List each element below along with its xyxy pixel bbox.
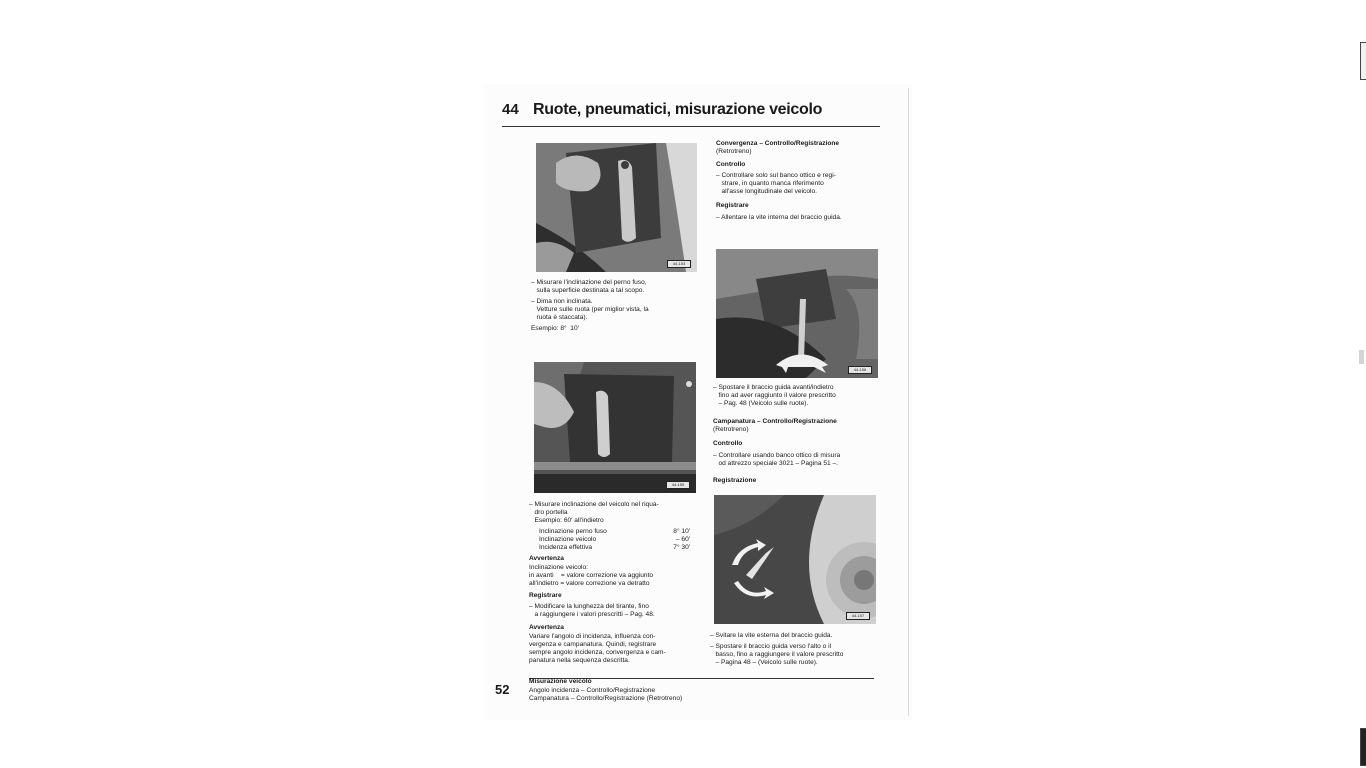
photo-outer-screw-illustration [714, 495, 876, 624]
fig4-caption-2: – Spostare il braccio guida verso l'alto o il [710, 643, 832, 650]
control-line-3: all'asse longitudinale del veicolo. [716, 188, 817, 195]
control2-line-1: – Controllare usando banco ottico di misura [713, 452, 841, 459]
left-reg-line-1: – Modificare la lunghezza del tirante, fino [529, 603, 649, 610]
fig2-caption-1: – Misurare inclinazione del veicolo nel riqua- [529, 501, 659, 508]
figure-id-1: 44-153 [667, 260, 691, 268]
photo-incline-illustration [534, 362, 696, 493]
note1-title: Avvertenza [529, 555, 564, 562]
calc-label-2: Inclinazione veicolo [539, 536, 597, 543]
scroll-thumb[interactable] [1359, 350, 1364, 364]
fig1-caption-5: ruota è staccata). [531, 314, 588, 321]
fig1-caption-1: – Misurare l'inclinazione del perno fuso, [531, 279, 647, 286]
fig4-caption-4: – Pagina 48 – (Veicolo sulle ruote). [710, 659, 818, 666]
note2-line-1: Variare l'angolo di incidenza, influenza con- [529, 633, 656, 640]
photo-guide-arm-outer [714, 495, 876, 624]
convergence-subtitle: (Retrotreno) [716, 148, 752, 155]
fig1-caption-4: Vetture sulle ruota (per miglior vista, la [531, 306, 649, 313]
calc-value-2: – 60′ [675, 536, 690, 543]
note1-line-3: all'indietro = valore correzione va detratto [529, 580, 650, 587]
control-title: Controllo [716, 161, 746, 168]
fig3-caption-2: fino ad aver raggiunto il valore prescritto [713, 392, 836, 399]
page-number: 52 [495, 682, 510, 697]
fig3-caption-3: – Pag. 48 (Veicolo sulle ruote). [713, 400, 809, 407]
manual-page [484, 84, 912, 720]
photo-guide-arm-illustration [716, 249, 878, 378]
fig3-caption-1: – Spostare il braccio guida avanti/indietro [713, 384, 834, 391]
calc-value-3: 7° 30′ [673, 544, 690, 551]
figure-id-2: 44-155 [666, 481, 690, 489]
scroll-down-button[interactable] [1360, 728, 1366, 766]
header-rule [502, 126, 880, 127]
chapter-number: 44 [502, 101, 519, 118]
fig1-caption-2: sulla superficie destinata a tal scopo. [531, 287, 645, 294]
note2-line-4: panatura nella sequenza descritta. [529, 657, 630, 664]
footer-line-2: Angolo incidenza – Controllo/Registrazione [529, 687, 656, 694]
registration-title: Registrazione [713, 477, 757, 484]
left-reg-title: Registrare [529, 592, 562, 599]
photo-guide-arm-inner [716, 249, 878, 378]
note2-line-3: sempre angolo incidenza, convergenza e cam- [529, 649, 666, 656]
note1-line-1: Inclinazione veicolo: [529, 564, 589, 571]
fig4-caption-1: – Svitare la vite esterna del braccio guida. [710, 632, 833, 639]
figure-id-4: 44-157 [846, 612, 870, 620]
fig1-caption-3: – Dima non inclinata. [531, 298, 593, 305]
camber-title: Campanatura – Controllo/Registrazione [713, 418, 837, 425]
fig4-caption-3: basso, fino a raggiungere il valore prescritto [710, 651, 844, 658]
photo-kingpin-measure [536, 143, 697, 272]
figure-id-3: 44-156 [848, 366, 872, 374]
calc-label-1: Inclinazione perno fuso [539, 528, 607, 535]
calc-label-3: Incidenza effettiva [539, 544, 593, 551]
vertical-scrollbar[interactable] [1359, 18, 1366, 720]
photo-vehicle-incline [534, 362, 696, 493]
convergence-title: Convergenza – Controllo/Registrazione [716, 140, 840, 147]
note2-title: Avvertenza [529, 624, 564, 631]
calc-value-1: 8° 10′ [673, 528, 690, 535]
camber-subtitle: (Retrotreno) [713, 426, 749, 433]
right-reg-line: – Allentare la vite interna del braccio guida. [716, 214, 842, 221]
footer-line-1: Misurazione veicolo [529, 678, 592, 685]
control2-title: Controllo [713, 440, 743, 447]
photo-kingpin-illustration [536, 143, 697, 272]
page-title: Ruote, pneumatici, misurazione veicolo [533, 101, 823, 118]
control-line-1: – Controllare solo sul banco ottico e regi- [716, 172, 836, 179]
right-reg-title: Registrare [716, 202, 749, 209]
note1-line-2: in avanti = valore correzione va aggiunto [529, 572, 654, 579]
scroll-up-button[interactable] [1360, 42, 1366, 80]
footer-line-3: Campanatura – Controllo/Registrazione (Retrotreno) [529, 695, 683, 702]
fig2-caption-2: dro portella [529, 509, 568, 516]
left-reg-line-2: a raggiungere i valori prescritti – Pag. 48. [529, 611, 655, 618]
control-line-2: strare, in quanto manca riferimento [716, 180, 824, 187]
page-edge [908, 88, 909, 716]
fig2-caption-3: Esempio: 60′ all'indietro [529, 517, 604, 524]
control2-line-2: od attrezzo speciale 3021 – Pagina 51 –. [713, 460, 839, 467]
fig1-example: Esempio: 8° 10′ [531, 325, 579, 332]
note2-line-2: vergenza e campanatura. Quindi, registrare [529, 641, 657, 648]
